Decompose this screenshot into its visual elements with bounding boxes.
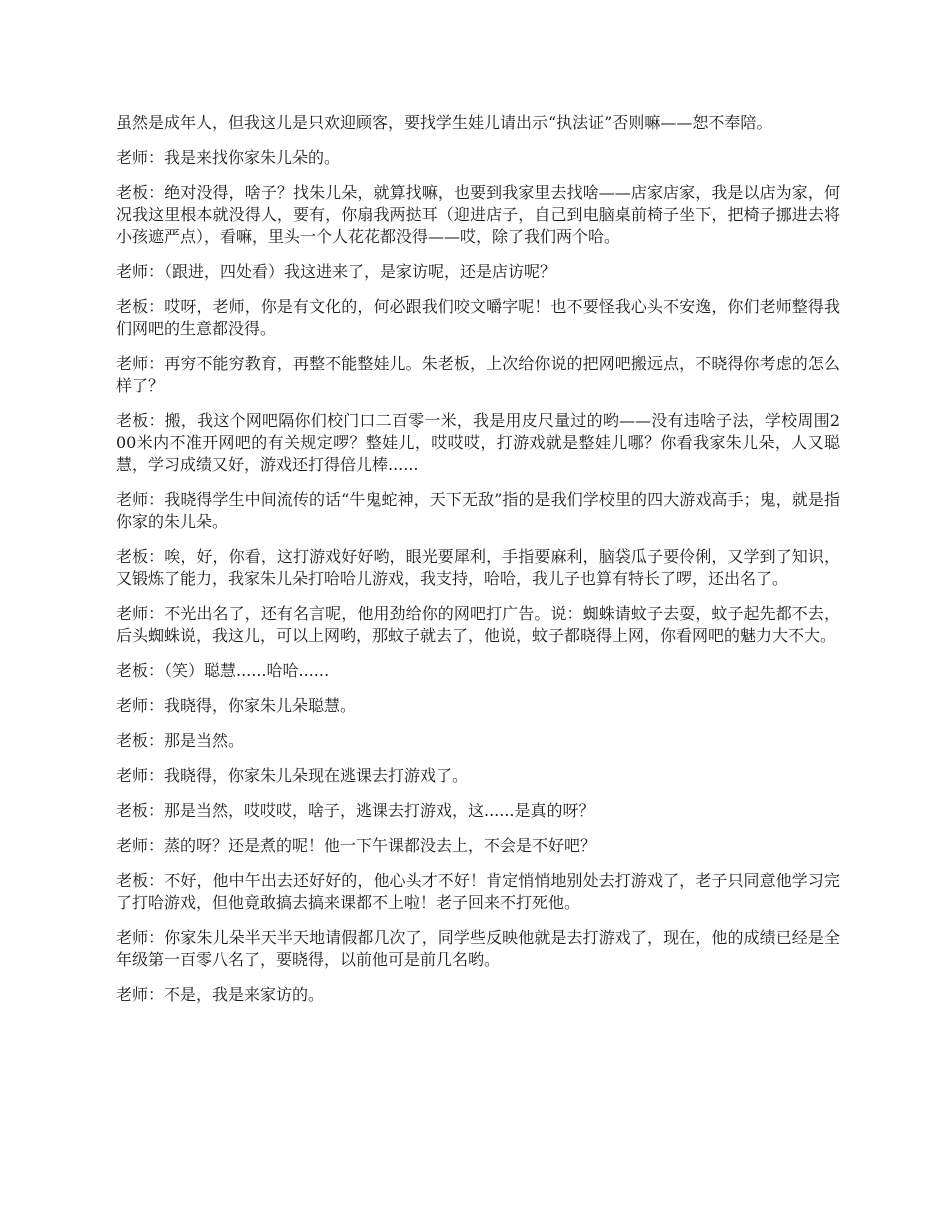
paragraph: 老板：绝对没得，啥子？找朱儿朵，就算找嘛，也要到我家里去找啥——店家店家，我是以店为家，何况我这里根本就没得人，要有，你扇我两挞耳（迎进店子，自己到电脑桌前椅子坐下，把椅子挪进去将小孩遮严点），看嘛，里头一个人花花都没得——哎，除了我们两个哈。: [116, 183, 840, 246]
paragraph: 老板：那是当然，哎哎哎，啥子，逃课去打游戏，这......是真的呀？: [116, 801, 595, 820]
paragraph: 老师：不光出名了，还有名言呢，他用劲给你的网吧打广告。说：蜘蛛请蚊子去耍，蚊子起先都不去，后头蜘蛛说，我这儿，可以上网哟，那蚊子就去了，他说，蚊子都晓得上网，你看网吧的魅力大不大。: [116, 604, 840, 645]
paragraph: 老师：（跟进，四处看）我这进来了，是家访呢，还是店访呢？: [116, 262, 557, 281]
paragraph: 虽然是成年人，但我这儿是只欢迎顾客，要找学生娃儿请出示“执法证”否则嘛——恕不奉陪。: [116, 113, 773, 132]
paragraph: 老师：我晓得学生中间流传的话“牛鬼蛇神，天下无敌”指的是我们学校里的四大游戏高手；鬼，就是指你家的朱儿朵。: [116, 490, 840, 531]
paragraph: 老师：不是，我是来家访的。: [116, 985, 325, 1004]
paragraph: 老板：搬，我这个网吧隔你们校门口二百零一米，我是用皮尺量过的哟——没有违啥子法，学校周围200米内不准开网吧的有关规定啰？整娃儿，哎哎哎，打游戏就是整娃儿哪？你看我家朱儿朵，人又聪慧，学习成绩又好，游戏还打得倍儿棒......: [116, 411, 840, 474]
paragraph: 老板：哎呀，老师，你是有文化的，何必跟我们咬文嚼字呢！也不要怪我心头不安逸，你们老师整得我们网吧的生意都没得。: [116, 297, 840, 338]
paragraph: 老师：再穷不能穷教育，再整不能整娃儿。朱老板，上次给你说的把网吧搬远点，不晓得你考虑的怎么样了？: [116, 354, 840, 395]
paragraph: 老板：唉，好，你看，这打游戏好好哟，眼光要犀利，手指要麻利，脑袋瓜子要伶俐，又学到了知识，又锻炼了能力，我家朱儿朵打哈哈儿游戏，我支持，哈哈，我儿子也算有特长了啰，还出名了。: [116, 547, 840, 588]
document-body: [116, 112, 840, 1019]
paragraph: 老板：（笑）聪慧......哈哈......: [116, 661, 330, 680]
paragraph: 老板：那是当然。: [116, 731, 245, 750]
paragraph: 老师：蒸的呀？还是煮的呢！他一下午课都没去上，不会是不好吧？: [116, 836, 597, 855]
paragraph: 老师：我是来找你家朱儿朵的。: [116, 148, 341, 167]
paragraph: 老师：我晓得，你家朱儿朵现在逃课去打游戏了。: [116, 766, 469, 785]
paragraph: 老师：我晓得，你家朱儿朵聪慧。: [116, 696, 357, 715]
paragraph: 老板：不好，他中午出去还好好的，他心头才不好！肯定悄悄地别处去打游戏了，老子只同意他学习完了打哈游戏，但他竟敢搞去搞来课都不上啦！老子回来不打死他。: [116, 871, 840, 912]
paragraph: 老师：你家朱儿朵半天半天地请假都几次了，同学些反映他就是去打游戏了，现在，他的成绩已经是全年级第一百零八名了，要晓得，以前他可是前几名哟。: [116, 928, 840, 969]
